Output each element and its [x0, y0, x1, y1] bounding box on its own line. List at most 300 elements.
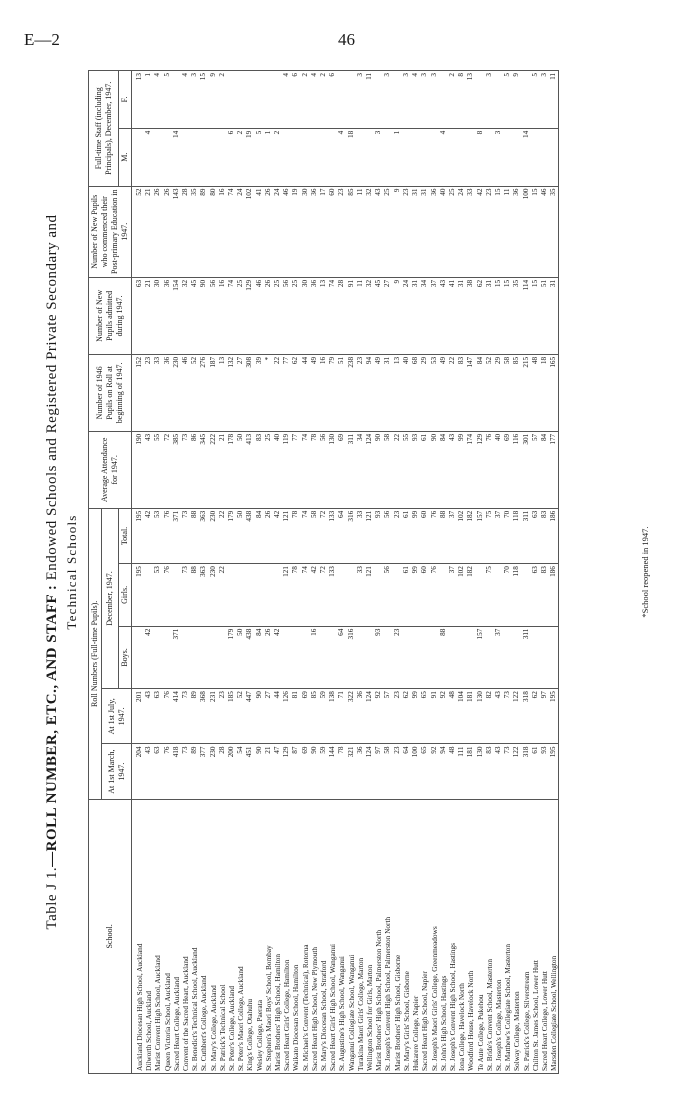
cell-post-primary: 46 — [282, 186, 291, 277]
table-row — [319, 71, 328, 1074]
table-row — [199, 71, 208, 1074]
cell-staff-m — [365, 128, 374, 186]
cell-at-july: 36 — [356, 689, 365, 744]
cell-1946-pupils: 83 — [457, 354, 466, 431]
cell-new-pupils: 16 — [218, 277, 227, 354]
cell-staff-f: 5 — [503, 71, 512, 129]
footnote: *School reopened in 1947. — [640, 526, 650, 618]
table-row — [310, 71, 319, 1074]
cell-staff-m — [132, 128, 145, 186]
cell-staff-f: 3 — [485, 71, 494, 129]
cell-attendance: 21 — [218, 431, 227, 508]
cell-school: Solway College, Masterton — [512, 799, 521, 1073]
cell-new-pupils: 30 — [153, 277, 162, 354]
cell-post-primary: 143 — [172, 186, 181, 277]
cell-staff-m: 1 — [393, 128, 402, 186]
table-row — [448, 71, 457, 1074]
cell-total: 121 — [282, 508, 291, 563]
cell-1946-pupils: 13 — [393, 354, 402, 431]
cell-at-march: 144 — [328, 744, 337, 799]
cell-at-march: 111 — [457, 744, 466, 799]
cell-new-pupils: 31 — [457, 277, 466, 354]
cell-post-primary: 17 — [319, 186, 328, 277]
cell-post-primary: 102 — [245, 186, 254, 277]
cell-at-march: 43 — [494, 744, 503, 799]
cell-new-pupils: 31 — [411, 277, 420, 354]
table-row — [476, 71, 485, 1074]
cell-attendance: 61 — [420, 431, 429, 508]
cell-school: St. Matthew's Collegiate School, Masterton — [503, 799, 512, 1073]
col-total: Total. — [119, 508, 132, 563]
cell-staff-f: 3 — [383, 71, 392, 129]
cell-attendance: 50 — [236, 431, 245, 508]
table-row — [347, 71, 356, 1074]
cell-attendance: 174 — [466, 431, 475, 508]
cell-1946-pupils: 22 — [448, 354, 457, 431]
table-row — [494, 71, 503, 1074]
cell-new-pupils: 25 — [236, 277, 245, 354]
cell-school: St. Joseph's Maori Girls' College, Greenmeadows — [430, 799, 439, 1073]
cell-post-primary: 23 — [485, 186, 494, 277]
cell-school: Waikato Diocesan School, Hamilton — [291, 799, 300, 1073]
cell-staff-f: 5 — [163, 71, 172, 129]
cell-boys — [190, 626, 199, 689]
cell-post-primary: 31 — [411, 186, 420, 277]
cell-girls: 230 — [209, 564, 218, 627]
cell-school: St. Patrick's Technical School — [218, 799, 227, 1073]
cell-attendance: 40 — [273, 431, 282, 508]
cell-1946-pupils: 23 — [356, 354, 365, 431]
cell-school: St. Bride's Convent School, Masterton — [485, 799, 494, 1073]
cell-total: 371 — [172, 508, 181, 563]
cell-boys: 88 — [439, 626, 448, 689]
cell-total: 316 — [347, 508, 356, 563]
cell-attendance: 90 — [430, 431, 439, 508]
cell-staff-m — [190, 128, 199, 186]
cell-new-pupils: 43 — [439, 277, 448, 354]
cell-1946-pupils: 308 — [245, 354, 254, 431]
cell-school: St. Cuthbert's College, Auckland — [199, 799, 208, 1073]
cell-girls — [172, 564, 181, 627]
table-header — [89, 71, 132, 1074]
cell-staff-m — [301, 128, 310, 186]
cell-new-pupils: 45 — [190, 277, 199, 354]
cell-new-pupils: 9 — [393, 277, 402, 354]
cell-post-primary: 35 — [190, 186, 199, 277]
cell-total: 23 — [393, 508, 402, 563]
cell-post-primary: 43 — [374, 186, 383, 277]
cell-staff-m — [291, 128, 300, 186]
cell-staff-m: 2 — [273, 128, 282, 186]
cell-total: 195 — [132, 508, 145, 563]
cell-boys: 311 — [522, 626, 531, 689]
cell-staff-f: 2 — [218, 71, 227, 129]
table-row — [132, 71, 145, 1074]
cell-at-july: 201 — [132, 689, 145, 744]
cell-boys: 93 — [374, 626, 383, 689]
cell-boys — [319, 626, 328, 689]
cell-staff-m: 6 — [227, 128, 236, 186]
cell-at-july: 92 — [439, 689, 448, 744]
cell-new-pupils: 91 — [347, 277, 356, 354]
cell-at-march: 76 — [163, 744, 172, 799]
cell-school: Sacred Heart College, Lower Hutt — [540, 799, 549, 1073]
cell-at-march: 321 — [347, 744, 356, 799]
cell-post-primary: 25 — [448, 186, 457, 277]
cell-school: Woodford House, Havelock North — [466, 799, 475, 1073]
cell-attendance: 77 — [291, 431, 300, 508]
cell-staff-f — [255, 71, 264, 129]
cell-attendance: 90 — [374, 431, 383, 508]
cell-at-march: 36 — [356, 744, 365, 799]
cell-school: St. Augustine's High School, Wanganui — [337, 799, 346, 1073]
cell-boys: 23 — [393, 626, 402, 689]
cell-school: St. Michael's Convent (Technical), Rotorua — [301, 799, 310, 1073]
cell-girls: 33 — [356, 564, 365, 627]
cell-staff-f: 3 — [190, 71, 199, 129]
table-row — [512, 71, 521, 1074]
cell-staff-m — [448, 128, 457, 186]
table-row — [190, 71, 199, 1074]
cell-at-july: 368 — [199, 689, 208, 744]
cell-new-pupils: 56 — [209, 277, 218, 354]
cell-new-pupils: 46 — [255, 277, 264, 354]
cell-staff-f: 3 — [420, 71, 429, 129]
cell-total: 74 — [301, 508, 310, 563]
cell-1946-pupils: 62 — [291, 354, 300, 431]
cell-1946-pupils: 39 — [255, 354, 264, 431]
cell-at-march: 63 — [153, 744, 162, 799]
cell-new-pupils: 129 — [245, 277, 254, 354]
cell-girls — [337, 564, 346, 627]
cell-at-march: 89 — [190, 744, 199, 799]
cell-1946-pupils: 77 — [282, 354, 291, 431]
cell-school: Sacred Heart Girls' College, Hamilton — [282, 799, 291, 1073]
cell-total: 118 — [512, 508, 521, 563]
table-row — [439, 71, 448, 1074]
cell-1946-pupils: 49 — [439, 354, 448, 431]
cell-boys — [291, 626, 300, 689]
cell-1946-pupils: 27 — [236, 354, 245, 431]
table-row — [163, 71, 172, 1074]
cell-attendance: 84 — [439, 431, 448, 508]
cell-staff-m: 4 — [337, 128, 346, 186]
cell-at-july: 92 — [374, 689, 383, 744]
cell-total: 56 — [383, 508, 392, 563]
cell-staff-f — [273, 71, 282, 129]
cell-school: Marist Brothers' High School, Hamilton — [273, 799, 282, 1073]
cell-total: 76 — [163, 508, 172, 563]
cell-1946-pupils: 40 — [402, 354, 411, 431]
cell-at-july: 69 — [301, 689, 310, 744]
cell-at-march: 90 — [255, 744, 264, 799]
cell-1946-pupils: 49 — [310, 354, 319, 431]
cell-at-march: 47 — [273, 744, 282, 799]
cell-total: 311 — [522, 508, 531, 563]
cell-total: 88 — [190, 508, 199, 563]
cell-1946-pupils: 230 — [172, 354, 181, 431]
cell-at-july: 90 — [255, 689, 264, 744]
table-row — [522, 71, 531, 1074]
cell-1946-pupils: 215 — [522, 354, 531, 431]
cell-school: Te Aute College, Pukehou — [476, 799, 485, 1073]
cell-new-pupils: 32 — [181, 277, 190, 354]
cell-1946-pupils: 48 — [531, 354, 540, 431]
cell-total: 88 — [439, 508, 448, 563]
landscape-content — [40, 62, 660, 1082]
cell-girls: 60 — [420, 564, 429, 627]
cell-post-primary: 23 — [337, 186, 346, 277]
cell-attendance: 190 — [132, 431, 145, 508]
cell-at-march: 418 — [172, 744, 181, 799]
cell-boys — [420, 626, 429, 689]
cell-total: 53 — [153, 508, 162, 563]
cell-staff-f: 3 — [540, 71, 549, 129]
cell-boys — [549, 626, 559, 689]
cell-post-primary: 36 — [310, 186, 319, 277]
cell-new-pupils: 13 — [319, 277, 328, 354]
cell-attendance: 178 — [227, 431, 236, 508]
cell-new-pupils: 15 — [531, 277, 540, 354]
cell-total: 33 — [356, 508, 365, 563]
cell-at-july: 23 — [393, 689, 402, 744]
table-row — [301, 71, 310, 1074]
cell-school: Sacred Heart High School, Napier — [420, 799, 429, 1073]
cell-at-july: 44 — [273, 689, 282, 744]
cell-girls: 56 — [383, 564, 392, 627]
table-row — [411, 71, 420, 1074]
cell-at-july: 73 — [503, 689, 512, 744]
cell-at-march: 100 — [411, 744, 420, 799]
cell-boys: 16 — [310, 626, 319, 689]
cell-total: 37 — [494, 508, 503, 563]
cell-boys — [199, 626, 208, 689]
col-1946-pupils: Number of 1946 Pupils on Roll at beginning of 1947. — [89, 354, 132, 431]
table-row — [328, 71, 337, 1074]
cell-post-primary: 52 — [132, 186, 145, 277]
cell-post-primary: 26 — [153, 186, 162, 277]
cell-staff-m — [531, 128, 540, 186]
cell-new-pupils: 15 — [494, 277, 503, 354]
cell-total: 157 — [476, 508, 485, 563]
cell-boys: 179 — [227, 626, 236, 689]
cell-post-primary: 25 — [383, 186, 392, 277]
cell-attendance: 40 — [494, 431, 503, 508]
cell-at-march: 73 — [181, 744, 190, 799]
cell-school: Dilworth School, Auckland — [144, 799, 153, 1073]
cell-new-pupils: 11 — [356, 277, 365, 354]
col-attendance: Average Attendance for 1947. — [89, 431, 132, 508]
cell-girls: 61 — [402, 564, 411, 627]
cell-total: 70 — [503, 508, 512, 563]
cell-attendance: 43 — [144, 431, 153, 508]
cell-1946-pupils: 31 — [383, 354, 392, 431]
cell-post-primary: 33 — [466, 186, 475, 277]
cell-staff-f: 9 — [512, 71, 521, 129]
cell-post-primary: 42 — [476, 186, 485, 277]
cell-staff-f: 2 — [319, 71, 328, 129]
cell-staff-m: 18 — [347, 128, 356, 186]
cell-at-march: 195 — [549, 744, 559, 799]
cell-staff-m — [218, 128, 227, 186]
cell-total: 75 — [485, 508, 494, 563]
cell-new-pupils: 32 — [365, 277, 374, 354]
cell-at-july: 27 — [264, 689, 273, 744]
cell-girls — [227, 564, 236, 627]
cell-girls: 121 — [282, 564, 291, 627]
table-row — [420, 71, 429, 1074]
cell-girls: 75 — [485, 564, 494, 627]
cell-1946-pupils: 18 — [540, 354, 549, 431]
table-row — [430, 71, 439, 1074]
cell-total: 37 — [448, 508, 457, 563]
cell-staff-f: 15 — [199, 71, 208, 129]
cell-total: 58 — [310, 508, 319, 563]
cell-girls — [347, 564, 356, 627]
cell-post-primary: 40 — [439, 186, 448, 277]
cell-staff-f: 11 — [549, 71, 559, 129]
col-boys: Boys. — [119, 626, 132, 689]
cell-attendance: 83 — [255, 431, 264, 508]
cell-girls: 76 — [163, 564, 172, 627]
cell-staff-f: 9 — [209, 71, 218, 129]
cell-staff-f — [337, 71, 346, 129]
cell-at-july: 126 — [282, 689, 291, 744]
cell-staff-m — [319, 128, 328, 186]
cell-post-primary: 36 — [430, 186, 439, 277]
cell-attendance: 222 — [209, 431, 218, 508]
cell-staff-m: 1 — [264, 128, 273, 186]
cell-post-primary: 28 — [181, 186, 190, 277]
cell-staff-m: 4 — [439, 128, 448, 186]
cell-school: Auckland Diocesan High School, Auckland — [132, 799, 145, 1073]
cell-staff-m: 3 — [494, 128, 503, 186]
cell-staff-m — [512, 128, 521, 186]
cell-new-pupils: 36 — [163, 277, 172, 354]
cell-attendance: 57 — [531, 431, 540, 508]
cell-school: Wellington School for Girls, Marton — [365, 799, 374, 1073]
cell-post-primary: 9 — [393, 186, 402, 277]
table-subtitle: Technical Schools — [64, 514, 79, 630]
cell-total: 26 — [264, 508, 273, 563]
cell-girls: 63 — [531, 564, 540, 627]
cell-at-july: 231 — [209, 689, 218, 744]
cell-total: 230 — [209, 508, 218, 563]
cell-girls — [522, 564, 531, 627]
table-title-rest: Endowed Schools and Registered Private Secondary and — [44, 214, 60, 585]
cell-school: St. Mary's Diocesan School, Stratford — [319, 799, 328, 1073]
cell-at-march: 73 — [503, 744, 512, 799]
cell-school: St. Peter's College, Auckland — [227, 799, 236, 1073]
cell-staff-f: 3 — [430, 71, 439, 129]
cell-staff-f — [374, 71, 383, 129]
cell-staff-m — [411, 128, 420, 186]
cell-staff-f — [393, 71, 402, 129]
cell-staff-f — [439, 71, 448, 129]
col-school: School. — [89, 799, 132, 1073]
cell-1946-pupils: 52 — [485, 354, 494, 431]
cell-1946-pupils: 22 — [273, 354, 282, 431]
cell-total: 121 — [365, 508, 374, 563]
cell-post-primary: 74 — [227, 186, 236, 277]
cell-staff-f: 13 — [132, 71, 145, 129]
cell-at-march: 377 — [199, 744, 208, 799]
cell-attendance: 34 — [356, 431, 365, 508]
cell-girls: 73 — [181, 564, 190, 627]
cell-girls: 195 — [132, 564, 145, 627]
table-row — [236, 71, 245, 1074]
cell-new-pupils: 25 — [273, 277, 282, 354]
cell-staff-m: 3 — [374, 128, 383, 186]
cell-at-july: 43 — [494, 689, 503, 744]
cell-at-march: 122 — [512, 744, 521, 799]
cell-at-march: 83 — [485, 744, 494, 799]
cell-total: 99 — [411, 508, 420, 563]
cell-staff-m — [540, 128, 549, 186]
cell-boys: 42 — [273, 626, 282, 689]
cell-girls: 74 — [301, 564, 310, 627]
cell-staff-f — [245, 71, 254, 129]
table-row — [374, 71, 383, 1074]
cell-new-pupils: 51 — [540, 277, 549, 354]
cell-total: 438 — [245, 508, 254, 563]
cell-at-march: 21 — [264, 744, 273, 799]
cell-girls: 118 — [512, 564, 521, 627]
roll-number-table — [88, 70, 559, 1074]
cell-at-july: 62 — [402, 689, 411, 744]
cell-at-march: 93 — [540, 744, 549, 799]
cell-staff-m — [402, 128, 411, 186]
cell-school: St. Joseph's Convent High School, Hastings — [448, 799, 457, 1073]
cell-staff-f: 1 — [144, 71, 153, 129]
cell-school: Marist Convent High School, Auckland — [153, 799, 162, 1073]
cell-girls: 88 — [190, 564, 199, 627]
cell-1946-pupils: 52 — [190, 354, 199, 431]
cell-staff-m — [163, 128, 172, 186]
cell-1946-pupils: 49 — [374, 354, 383, 431]
cell-post-primary: 32 — [365, 186, 374, 277]
cell-at-july: 85 — [310, 689, 319, 744]
cell-staff-m — [420, 128, 429, 186]
cell-total: 22 — [218, 508, 227, 563]
cell-school: St. Peter's Maori College, Auckland — [236, 799, 245, 1073]
cell-post-primary: 26 — [163, 186, 172, 277]
cell-boys — [531, 626, 540, 689]
cell-at-july: 43 — [144, 689, 153, 744]
rotated-page — [40, 62, 660, 1082]
cell-boys — [218, 626, 227, 689]
cell-new-pupils: 90 — [199, 277, 208, 354]
cell-at-july: 62 — [531, 689, 540, 744]
cell-attendance: 177 — [549, 431, 559, 508]
cell-staff-f: 4 — [181, 71, 190, 129]
cell-post-primary: 15 — [531, 186, 540, 277]
cell-new-pupils: 35 — [512, 277, 521, 354]
cell-total: 186 — [549, 508, 559, 563]
cell-total: 133 — [328, 508, 337, 563]
cell-boys: 42 — [144, 626, 153, 689]
table-row — [218, 71, 227, 1074]
cell-staff-m: 8 — [476, 128, 485, 186]
cell-girls — [144, 564, 153, 627]
cell-total: 84 — [255, 508, 264, 563]
cell-girls — [264, 564, 273, 627]
cell-staff-m: 5 — [255, 128, 264, 186]
cell-school: Turakina Maori Girls' College, Marton — [356, 799, 365, 1073]
cell-at-july: 76 — [163, 689, 172, 744]
cell-total: 50 — [236, 508, 245, 563]
cell-boys — [383, 626, 392, 689]
